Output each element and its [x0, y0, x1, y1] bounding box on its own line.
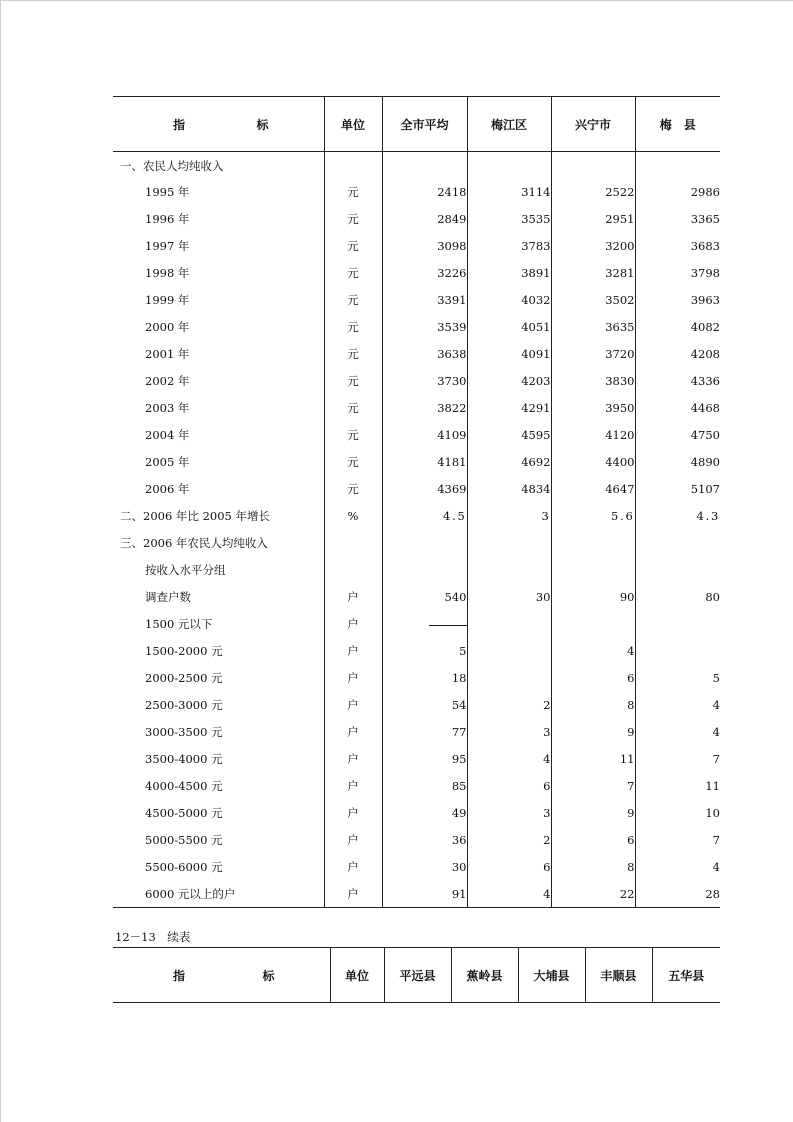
- row-indicator-label: 6000 元以上的户: [145, 886, 236, 901]
- row-unit: 元: [324, 206, 382, 233]
- row-value-col-4: [635, 638, 720, 665]
- row-value-col-4: 11: [635, 773, 720, 800]
- row-unit: 元: [324, 179, 382, 206]
- row-value-col-3: 8: [551, 692, 635, 719]
- row-value-col-4: 4: [635, 719, 720, 746]
- continuation-header-row: [113, 948, 720, 1003]
- table-row: [113, 557, 720, 584]
- row-value-col-1: 3098: [382, 233, 467, 260]
- row-value-col-4: 4750: [635, 422, 720, 449]
- row-value-col-1: 95: [382, 746, 467, 773]
- row-value-col-3: 3720: [551, 341, 635, 368]
- row-value-col-2: 30: [467, 584, 551, 611]
- row-unit: 户: [324, 584, 382, 611]
- row-value-col-1: 4.5: [382, 503, 467, 530]
- row-value-col-4: 4: [635, 692, 720, 719]
- row-value-col-4: [635, 611, 720, 638]
- row-unit: [324, 152, 382, 179]
- table-row: [113, 152, 720, 179]
- row-value-col-1: 49: [382, 800, 467, 827]
- table-row: [113, 530, 720, 557]
- table-row: [113, 233, 720, 260]
- row-value-col-3: 2522: [551, 179, 635, 206]
- row-indicator-label: 5000-5500 元: [145, 833, 223, 847]
- row-value-col-3: 4647: [551, 476, 635, 503]
- row-unit: 户: [324, 611, 382, 638]
- row-value-col-2: [467, 611, 551, 638]
- row-indicator-label: 5500-6000 元: [145, 860, 223, 874]
- row-value-col-3: 3281: [551, 260, 635, 287]
- table-row: [113, 368, 720, 395]
- indicator-header: [113, 97, 324, 152]
- unit-header: 单位: [324, 97, 382, 152]
- row-unit: 户: [324, 692, 382, 719]
- row-value-col-3: 8: [551, 854, 635, 881]
- column-header-meixian: 梅 县: [635, 97, 720, 152]
- column-header-fengshun: 丰顺县: [585, 948, 652, 1003]
- row-value-col-1: 5: [382, 638, 467, 665]
- row-value-col-2: [467, 557, 551, 584]
- continuation-indicator-header: [113, 948, 330, 1003]
- row-value-col-2: 4203: [467, 368, 551, 395]
- row-indicator-label: 2500-3000 元: [145, 698, 223, 712]
- row-value-col-2: 4692: [467, 449, 551, 476]
- row-value-col-3: 3200: [551, 233, 635, 260]
- row-value-col-1: 3539: [382, 314, 467, 341]
- indicator-header-char-1: 指: [173, 117, 186, 132]
- column-header-pingyuan: 平远县: [384, 948, 451, 1003]
- row-unit: 户: [324, 665, 382, 692]
- row-value-col-3: 90: [551, 584, 635, 611]
- row-value-col-2: 3114: [467, 179, 551, 206]
- row-value-col-4: 7: [635, 746, 720, 773]
- row-unit: 元: [324, 314, 382, 341]
- table-row: [113, 638, 720, 665]
- table-row: [113, 746, 720, 773]
- row-indicator-label: 4000-4500 元: [145, 779, 223, 793]
- row-indicator-label: 1996 年: [145, 212, 190, 226]
- table-row: [113, 449, 720, 476]
- row-value-col-3: 6: [551, 665, 635, 692]
- row-value-col-2: 6: [467, 854, 551, 881]
- row-unit: 元: [324, 233, 382, 260]
- row-value-col-4: 4.3: [635, 503, 720, 530]
- row-value-col-4: 3798: [635, 260, 720, 287]
- row-unit: [324, 557, 382, 584]
- row-value-col-3: 9: [551, 800, 635, 827]
- table-row: [113, 800, 720, 827]
- row-value-col-4: 2986: [635, 179, 720, 206]
- table-row: [113, 503, 720, 530]
- row-value-col-3: [551, 611, 635, 638]
- row-value-col-3: 5.6: [551, 503, 635, 530]
- table-row: [113, 287, 720, 314]
- row-value-col-1: 3226: [382, 260, 467, 287]
- row-unit: 户: [324, 773, 382, 800]
- column-header-city-average: 全市平均: [382, 97, 467, 152]
- row-indicator-label: 1500 元以下: [145, 617, 213, 631]
- continuation-table: [113, 947, 720, 1003]
- row-unit: 元: [324, 260, 382, 287]
- table-row: [113, 314, 720, 341]
- row-value-col-4: 4082: [635, 314, 720, 341]
- row-value-col-1: 3638: [382, 341, 467, 368]
- row-value-col-2: 4291: [467, 395, 551, 422]
- income-statistics-table: [113, 96, 720, 908]
- row-unit: 户: [324, 638, 382, 665]
- row-value-col-3: 22: [551, 881, 635, 908]
- row-unit: 元: [324, 368, 382, 395]
- row-indicator-label: 一、农民人均纯收入: [120, 159, 224, 174]
- row-value-col-2: 4: [467, 881, 551, 908]
- continuation-label: 12－13 续表: [115, 930, 191, 944]
- row-value-col-1: 2418: [382, 179, 467, 206]
- column-header-dabu: 大埔县: [518, 948, 585, 1003]
- row-indicator-label: 2005 年: [145, 455, 190, 469]
- row-value-col-4: [635, 557, 720, 584]
- table-row: [113, 692, 720, 719]
- row-value-col-2: 4595: [467, 422, 551, 449]
- row-value-col-2: [467, 665, 551, 692]
- row-unit: 元: [324, 395, 382, 422]
- row-indicator-label: 2003 年: [145, 401, 190, 415]
- row-value-col-2: 3535: [467, 206, 551, 233]
- row-value-col-1: 3391: [382, 287, 467, 314]
- table-row: [113, 773, 720, 800]
- table-row: [113, 395, 720, 422]
- row-value-col-1: 77: [382, 719, 467, 746]
- row-value-col-3: 4120: [551, 422, 635, 449]
- row-indicator-label: 1995 年: [145, 185, 190, 199]
- table-row: [113, 179, 720, 206]
- row-value-col-1: 18: [382, 665, 467, 692]
- row-value-col-4: 5107: [635, 476, 720, 503]
- row-value-col-4: [635, 152, 720, 179]
- row-value-col-3: 3830: [551, 368, 635, 395]
- row-indicator-label: 调查户数: [145, 590, 191, 604]
- table-row: [113, 341, 720, 368]
- row-value-col-2: 4834: [467, 476, 551, 503]
- row-value-col-3: 3950: [551, 395, 635, 422]
- row-value-col-1: [382, 611, 467, 638]
- row-value-col-4: 80: [635, 584, 720, 611]
- row-value-col-1: 4369: [382, 476, 467, 503]
- row-value-col-2: [467, 152, 551, 179]
- row-value-col-1: 91: [382, 881, 467, 908]
- row-unit: 户: [324, 881, 382, 908]
- row-indicator-label: 1500-2000 元: [145, 644, 223, 658]
- table-row: [113, 260, 720, 287]
- row-indicator-label: 按收入水平分组: [145, 563, 226, 577]
- page-edge-left: [0, 0, 1, 1122]
- row-value-col-3: 9: [551, 719, 635, 746]
- row-value-col-4: 3365: [635, 206, 720, 233]
- row-value-col-1: 2849: [382, 206, 467, 233]
- row-value-col-4: 3963: [635, 287, 720, 314]
- row-value-col-2: 3: [467, 719, 551, 746]
- row-unit: [324, 530, 382, 557]
- row-value-col-4: 7: [635, 827, 720, 854]
- row-value-col-3: 7: [551, 773, 635, 800]
- row-value-col-2: 4051: [467, 314, 551, 341]
- indicator-header-char-2: 标: [256, 117, 269, 132]
- column-header-jiaoling: 蕉岭县: [451, 948, 518, 1003]
- row-unit: 户: [324, 719, 382, 746]
- row-value-col-2: 4032: [467, 287, 551, 314]
- table-row: [113, 584, 720, 611]
- page-edge-top: [0, 0, 793, 1]
- row-value-col-2: [467, 530, 551, 557]
- row-indicator-label: 4500-5000 元: [145, 806, 223, 820]
- row-value-col-1: 3822: [382, 395, 467, 422]
- continuation-indicator-char-2: 标: [262, 968, 275, 983]
- table-row: [113, 611, 720, 638]
- table-row: [113, 665, 720, 692]
- row-unit: 户: [324, 827, 382, 854]
- row-value-col-2: 4: [467, 746, 551, 773]
- table-row: [113, 422, 720, 449]
- row-value-col-3: 4: [551, 638, 635, 665]
- row-value-col-1: 4109: [382, 422, 467, 449]
- row-value-col-3: [551, 530, 635, 557]
- row-value-col-3: 3502: [551, 287, 635, 314]
- row-indicator-label: 1999 年: [145, 293, 190, 307]
- row-value-col-4: 4336: [635, 368, 720, 395]
- row-indicator-label: 3000-3500 元: [145, 725, 223, 739]
- empty-value-dash: [429, 625, 467, 626]
- row-value-col-1: [382, 530, 467, 557]
- row-value-col-1: [382, 152, 467, 179]
- row-indicator-label: 2000 年: [145, 320, 190, 334]
- table-row: [113, 854, 720, 881]
- row-value-col-3: 6: [551, 827, 635, 854]
- table-row: [113, 206, 720, 233]
- row-value-col-2: 3: [467, 800, 551, 827]
- row-unit: 元: [324, 422, 382, 449]
- row-value-col-4: 4468: [635, 395, 720, 422]
- row-unit: 元: [324, 449, 382, 476]
- row-value-col-4: 10: [635, 800, 720, 827]
- row-value-col-4: 4890: [635, 449, 720, 476]
- table-body: [113, 152, 720, 908]
- row-value-col-2: 3: [467, 503, 551, 530]
- row-value-col-4: 28: [635, 881, 720, 908]
- row-indicator-label: 二、2006 年比 2005 年增长: [120, 509, 270, 523]
- row-indicator-label: 2004 年: [145, 428, 190, 442]
- table-row: [113, 881, 720, 908]
- row-value-col-1: 3730: [382, 368, 467, 395]
- table-row: [113, 827, 720, 854]
- row-value-col-2: [467, 638, 551, 665]
- row-unit: 户: [324, 800, 382, 827]
- row-value-col-2: 2: [467, 692, 551, 719]
- row-value-col-3: 3635: [551, 314, 635, 341]
- row-value-col-2: 2: [467, 827, 551, 854]
- column-header-xingning: 兴宁市: [551, 97, 635, 152]
- table-header-row: [113, 97, 720, 152]
- row-value-col-1: 36: [382, 827, 467, 854]
- row-indicator-label: 1997 年: [145, 239, 190, 253]
- row-value-col-1: [382, 557, 467, 584]
- row-unit: %: [324, 503, 382, 530]
- row-indicator-label: 3500-4000 元: [145, 752, 223, 766]
- row-value-col-1: 4181: [382, 449, 467, 476]
- row-unit: 元: [324, 341, 382, 368]
- row-indicator-label: 1998 年: [145, 266, 190, 280]
- row-value-col-3: [551, 557, 635, 584]
- row-value-col-3: 4400: [551, 449, 635, 476]
- continuation-indicator-char-1: 指: [173, 968, 186, 983]
- row-indicator-label: 2001 年: [145, 347, 190, 361]
- row-indicator-label: 2000-2500 元: [145, 671, 223, 685]
- row-value-col-4: 4208: [635, 341, 720, 368]
- row-value-col-2: 3891: [467, 260, 551, 287]
- row-value-col-4: 3683: [635, 233, 720, 260]
- row-indicator-label: 2006 年: [145, 482, 190, 496]
- row-value-col-1: 54: [382, 692, 467, 719]
- row-unit: 元: [324, 287, 382, 314]
- row-unit: 户: [324, 854, 382, 881]
- row-value-col-3: [551, 152, 635, 179]
- row-value-col-1: 540: [382, 584, 467, 611]
- row-value-col-4: [635, 530, 720, 557]
- row-value-col-3: 11: [551, 746, 635, 773]
- row-indicator-label: 2002 年: [145, 374, 190, 388]
- row-value-col-2: 3783: [467, 233, 551, 260]
- column-header-meijiang: 梅江区: [467, 97, 551, 152]
- continuation-unit-header: 单位: [330, 948, 384, 1003]
- row-value-col-2: 4091: [467, 341, 551, 368]
- table-row: [113, 476, 720, 503]
- row-value-col-3: 2951: [551, 206, 635, 233]
- row-value-col-1: 85: [382, 773, 467, 800]
- row-value-col-4: 4: [635, 854, 720, 881]
- row-value-col-4: 5: [635, 665, 720, 692]
- row-value-col-2: 6: [467, 773, 551, 800]
- table-row: [113, 719, 720, 746]
- row-indicator-label: 三、2006 年农民人均纯收入: [120, 536, 268, 550]
- row-value-col-1: 30: [382, 854, 467, 881]
- row-unit: 元: [324, 476, 382, 503]
- column-header-wuhua: 五华县: [652, 948, 720, 1003]
- row-unit: 户: [324, 746, 382, 773]
